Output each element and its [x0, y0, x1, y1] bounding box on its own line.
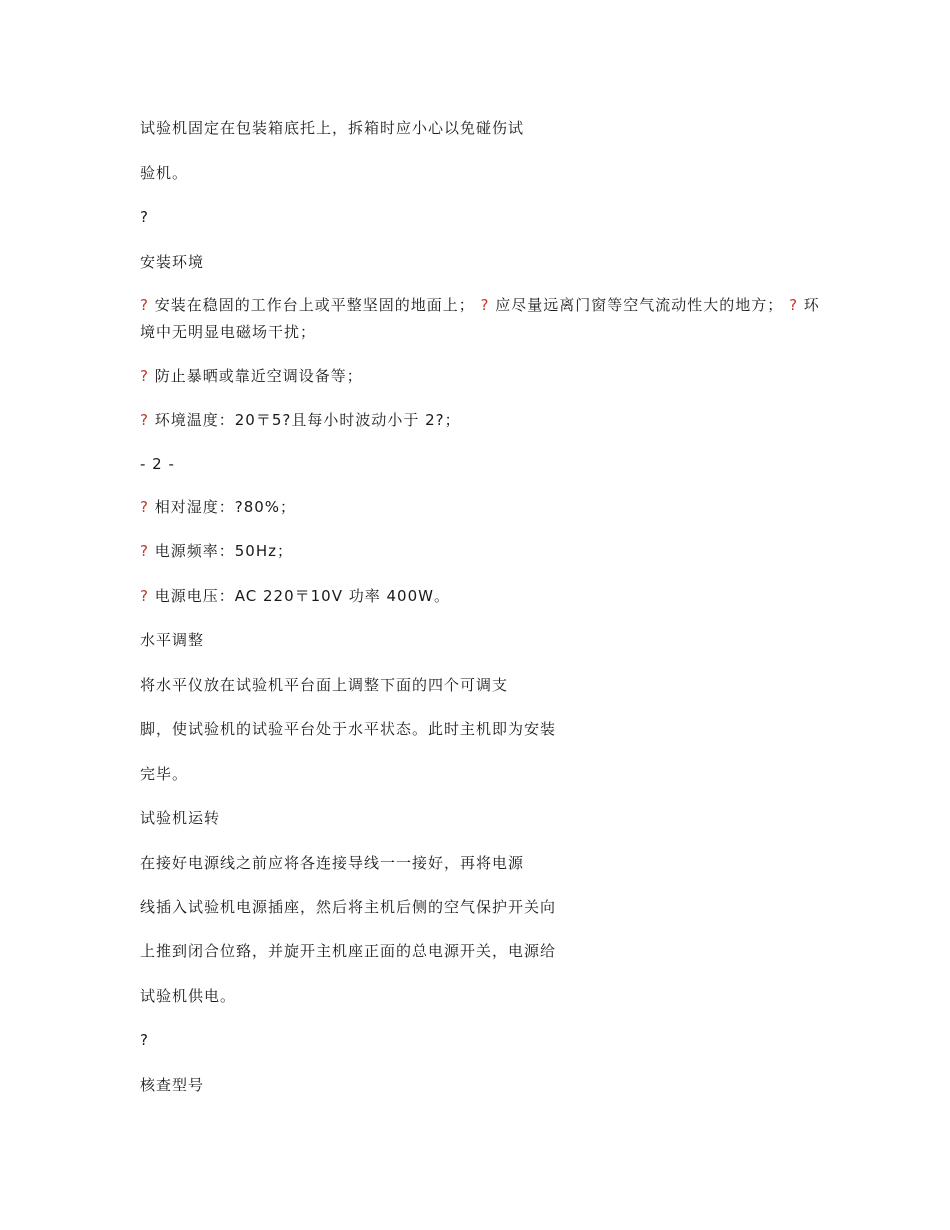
section-heading: 水平调整 [140, 631, 205, 649]
bullet-marker: ? [140, 367, 149, 385]
bullet-text: 应尽量远离门窗等空气流动性大的地方； [489, 296, 784, 314]
bullet-text: 安装在稳固的工作台上或平整坚固的地面上； [148, 296, 475, 314]
list-item-text: 相对湿度：?80%； [148, 498, 297, 516]
text-line: 线插入试验机电源插座，然后将主机后侧的空气保护开关向 [140, 898, 557, 916]
text-line: 上推到闭合位臵，并旋开主机座正面的总电源开关，电源给 [140, 942, 557, 960]
text-line: 试验机供电。 [140, 987, 237, 1005]
text-line: 验机。 [140, 164, 189, 182]
list-item-text: 防止暴晒或靠近空调设备等； [148, 367, 363, 385]
text-line: 脚，使试验机的试验平台处于水平状态。此时主机即为安装 [140, 720, 557, 738]
bullet-marker: ? [140, 498, 149, 516]
bullet-marker: ? [140, 296, 149, 314]
text-line: ? [140, 208, 149, 226]
bullet-marker: ? [140, 542, 149, 560]
bullet-marker: ? [140, 411, 149, 429]
bullet-marker: ? [140, 587, 149, 605]
text-line: ? [140, 1031, 149, 1049]
text-line: 在接好电源线之前应将各连接导线一一接好，再将电源 [140, 854, 525, 872]
bullet-marker: ? [480, 296, 490, 314]
section-heading: 核查型号 [140, 1076, 205, 1094]
list-item [140, 541, 820, 561]
text-line: 试验机固定在包装箱底托上，拆箱时应小心以免碰伤试 [140, 119, 525, 137]
list-item [140, 497, 820, 517]
list-item [140, 410, 820, 430]
text-line: 将水平仪放在试验机平台面上调整下面的四个可调支 [140, 676, 509, 694]
list-item-text: 电源频率：50Hz； [148, 542, 293, 560]
section-heading: 试验机运转 [140, 809, 221, 827]
environment-paragraph [140, 292, 820, 346]
list-item [140, 586, 820, 606]
text-line: 完毕。 [140, 765, 189, 783]
bullet-text: 环境中无明显电磁场干扰； [140, 296, 820, 341]
section-heading: 安装环境 [140, 253, 205, 271]
list-item-text: 电源电压：AC 220〒10V 功率 400W。 [148, 587, 450, 605]
list-item [140, 366, 820, 386]
bullet-marker: ? [789, 296, 799, 314]
page-number: - 2 - [140, 455, 175, 473]
list-item-text: 环境温度：20〒5?且每小时波动小于 2?； [148, 411, 461, 429]
